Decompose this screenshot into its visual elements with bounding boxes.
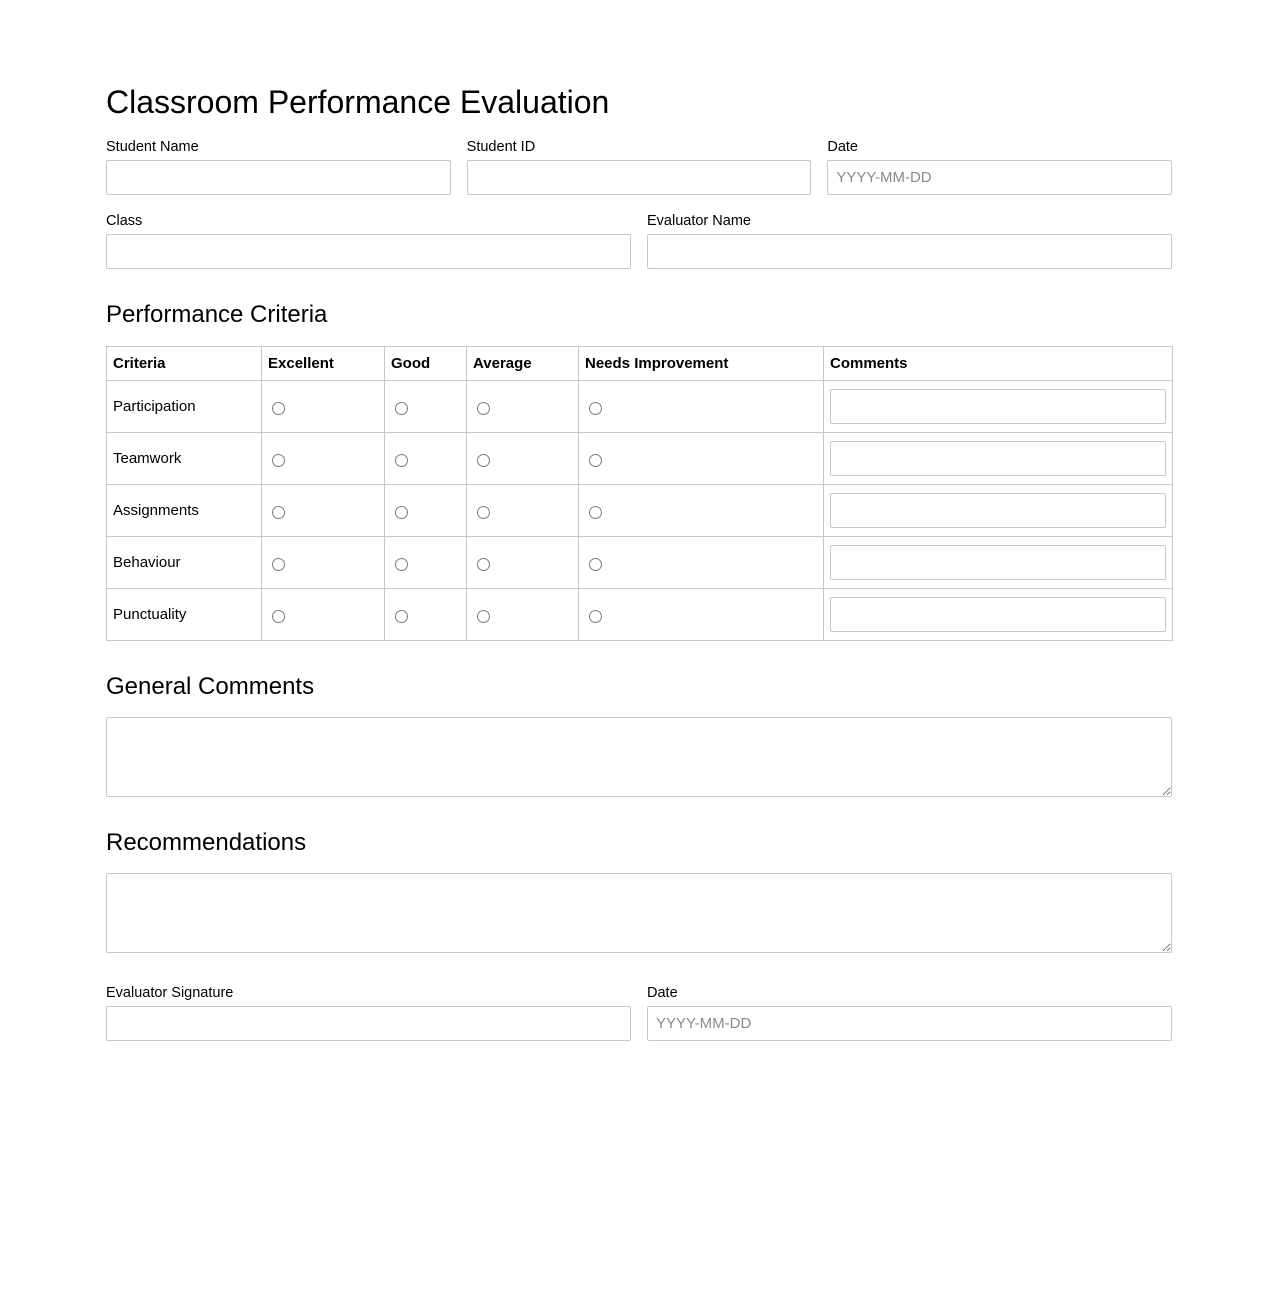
student-id-group (467, 138, 812, 195)
header-good: Good (385, 347, 467, 381)
radio-good[interactable] (395, 610, 408, 623)
radio-average[interactable] (477, 402, 490, 415)
evaluator-name-label: Evaluator Name (647, 213, 751, 229)
table-header-row (107, 347, 1173, 381)
table-row (107, 485, 1173, 537)
header-excellent: Excellent (262, 347, 385, 381)
header-average: Average (467, 347, 579, 381)
signature-date-label: Date (647, 985, 678, 1001)
radio-good[interactable] (395, 454, 408, 467)
date-group (827, 138, 1172, 195)
performance-criteria-title: Performance Criteria (106, 301, 328, 328)
comment-input[interactable] (830, 493, 1166, 528)
recommendations-textarea[interactable] (106, 873, 1172, 953)
radio-average[interactable] (477, 506, 490, 519)
radio-excellent[interactable] (272, 454, 285, 467)
radio-good[interactable] (395, 506, 408, 519)
criteria-name: Assignments (107, 485, 262, 537)
comment-input[interactable] (830, 545, 1166, 580)
radio-needs-improvement[interactable] (589, 402, 602, 415)
criteria-name: Punctuality (107, 589, 262, 641)
header-needs-improvement: Needs Improvement (579, 347, 824, 381)
table-row (107, 589, 1173, 641)
class-input[interactable] (106, 234, 631, 269)
evaluator-signature-label: Evaluator Signature (106, 985, 234, 1001)
recommendations-title: Recommendations (106, 829, 307, 856)
student-id-label: Student ID (466, 139, 536, 155)
class-group (106, 212, 631, 269)
radio-average[interactable] (477, 454, 490, 467)
radio-good[interactable] (395, 558, 408, 571)
criteria-name: Participation (107, 381, 262, 433)
radio-excellent[interactable] (272, 402, 285, 415)
radio-needs-improvement[interactable] (589, 506, 602, 519)
student-name-label: Student Name (106, 139, 199, 155)
table-row (107, 433, 1173, 485)
signature-row (106, 984, 1172, 1041)
date-label: Date (827, 139, 858, 155)
radio-average[interactable] (477, 610, 490, 623)
evaluator-signature-group (106, 984, 631, 1041)
header-comments: Comments (824, 347, 1173, 381)
comment-input[interactable] (830, 389, 1166, 424)
student-name-input[interactable] (106, 160, 451, 195)
evaluator-signature-input[interactable] (106, 1006, 631, 1041)
radio-needs-improvement[interactable] (589, 558, 602, 571)
class-info-row (106, 212, 1172, 269)
table-row (107, 537, 1173, 589)
comment-input[interactable] (830, 597, 1166, 632)
date-input[interactable] (827, 160, 1172, 195)
radio-excellent[interactable] (272, 506, 285, 519)
criteria-name: Behaviour (107, 537, 262, 589)
evaluator-name-input[interactable] (647, 234, 1172, 269)
comment-input[interactable] (830, 441, 1166, 476)
class-label: Class (106, 213, 143, 229)
evaluator-name-group (647, 212, 1172, 269)
criteria-table (106, 346, 1173, 641)
page-title: Classroom Performance Evaluation (106, 84, 610, 120)
student-name-group (106, 138, 451, 195)
signature-date-group (647, 984, 1172, 1041)
student-id-input[interactable] (467, 160, 812, 195)
header-criteria: Criteria (107, 347, 262, 381)
table-row (107, 381, 1173, 433)
signature-date-input[interactable] (647, 1006, 1172, 1041)
radio-excellent[interactable] (272, 558, 285, 571)
student-info-row (106, 138, 1172, 195)
general-comments-title: General Comments (106, 673, 315, 700)
general-comments-textarea[interactable] (106, 717, 1172, 797)
radio-needs-improvement[interactable] (589, 610, 602, 623)
evaluation-form (106, 0, 1172, 1041)
radio-average[interactable] (477, 558, 490, 571)
radio-good[interactable] (395, 402, 408, 415)
criteria-name: Teamwork (107, 433, 262, 485)
radio-needs-improvement[interactable] (589, 454, 602, 467)
radio-excellent[interactable] (272, 610, 285, 623)
